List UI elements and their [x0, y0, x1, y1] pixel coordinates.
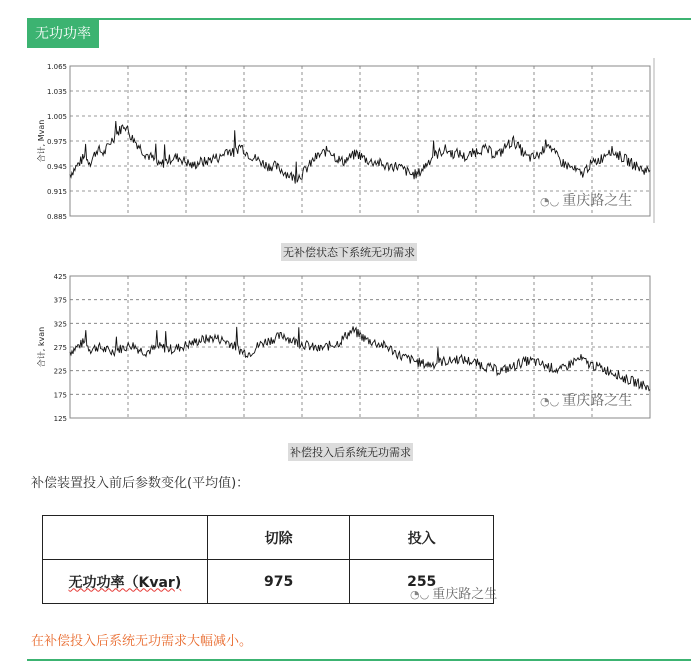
y-tick-label: 0.885 [46, 213, 67, 221]
y-tick-label: 425 [53, 273, 67, 281]
params-title: 补偿装置投入前后参数变化(平均值)： [31, 476, 250, 491]
y-axis-label: 合计, Mvan [37, 119, 46, 163]
chart-with-compensation-caption: 补偿投入后系统无功需求 [288, 443, 413, 461]
y-tick-label: 1.035 [46, 88, 67, 96]
conclusion-text: 在补偿投入后系统无功需求大幅减小。 [31, 634, 253, 649]
table-header-cutoff: 切除 [207, 516, 350, 560]
wechat-icon: ◔◡ [540, 395, 560, 408]
y-tick-label: 175 [53, 391, 67, 400]
y-tick-label: 0.975 [46, 138, 67, 146]
table-header-input: 投入 [350, 516, 494, 560]
watermark-1 [540, 190, 632, 210]
watermark-text-2: 重庆路之生 [562, 393, 633, 409]
y-tick-label: 325 [53, 320, 67, 329]
bottom-divider [27, 659, 691, 661]
table-header-row [43, 516, 494, 560]
wechat-icon: ◔◡ [540, 195, 560, 208]
y-tick-label: 0.915 [46, 188, 67, 196]
watermark-text-3: 重庆路之生 [432, 587, 498, 602]
y-tick-label: 125 [53, 415, 67, 423]
y-tick-label: 375 [53, 296, 67, 305]
y-tick-label: 1.065 [46, 63, 67, 71]
top-divider [27, 18, 691, 20]
y-tick-label: 0.945 [46, 163, 67, 171]
watermark-text-1: 重庆路之生 [562, 193, 633, 209]
wechat-icon: ◔◡ [410, 588, 430, 601]
section-title: 无功功率 [27, 20, 99, 48]
row-label-reactive-power [43, 560, 208, 604]
value-input: 255 [350, 560, 494, 604]
y-axis-label: 合计, kvan [37, 326, 46, 368]
y-tick-label: 1.005 [46, 113, 67, 121]
table-header-empty [43, 516, 208, 560]
y-tick-label: 275 [53, 344, 67, 352]
y-tick-label: 225 [53, 367, 67, 376]
watermark-2 [540, 390, 632, 410]
row-label-text: 无功功率（Kvar) [68, 574, 182, 591]
value-cutoff: 975 [207, 560, 350, 604]
watermark-3 [410, 583, 497, 602]
chart-no-compensation-caption: 无补偿状态下系统无功需求 [281, 243, 417, 261]
